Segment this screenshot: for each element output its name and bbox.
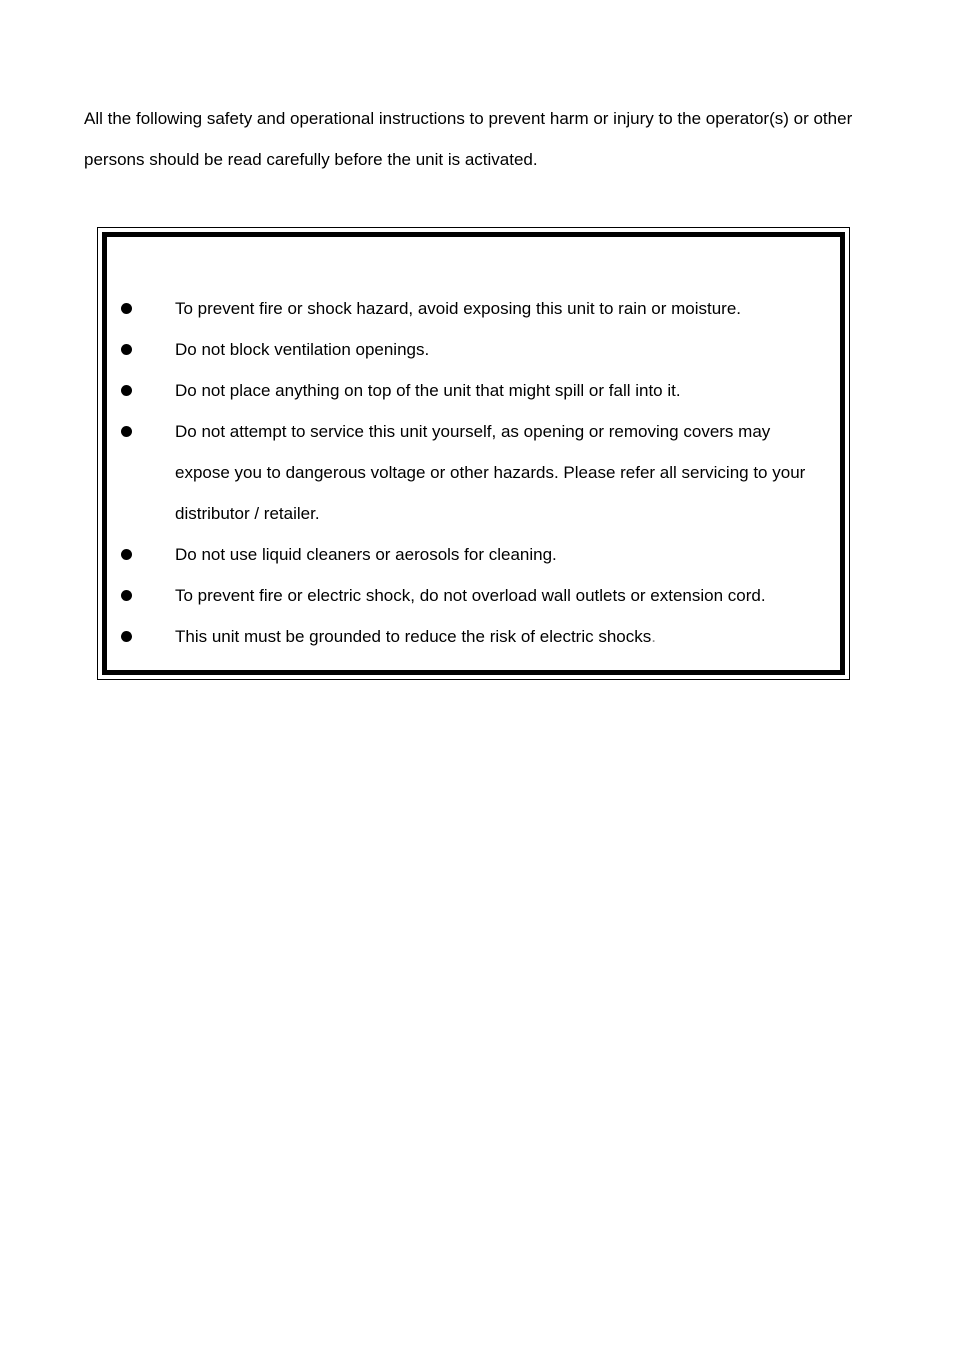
safety-item-text: This unit must be grounded to reduce the risk of electric shocks [175, 627, 652, 646]
bullet-icon [121, 385, 132, 396]
safety-item-text: To prevent fire or shock hazard, avoid exposing this unit to rain or moisture. [175, 299, 742, 318]
safety-item [107, 534, 840, 575]
bullet-icon [121, 590, 132, 601]
safety-item [107, 411, 840, 534]
safety-item-text: Do not use liquid cleaners or aerosols for cleaning. [175, 545, 557, 564]
safety-item-text: To prevent fire or electric shock, do not overload wall outlets or extension cord. [175, 586, 766, 605]
safety-item-text: Do not block ventilation openings. [175, 340, 430, 359]
safety-item [107, 370, 840, 411]
safety-item [107, 329, 840, 370]
trailing-period: . [651, 627, 656, 646]
safety-instruction-list [107, 288, 840, 657]
bullet-icon [121, 344, 132, 355]
bullet-icon [121, 426, 132, 437]
bullet-icon [121, 303, 132, 314]
safety-item-text: Do not place anything on top of the unit that might spill or fall into it. [175, 381, 681, 400]
bullet-icon [121, 549, 132, 560]
safety-warning-inner-frame [102, 232, 845, 675]
safety-item [107, 575, 840, 616]
safety-item [107, 616, 840, 657]
safety-item [107, 288, 840, 329]
safety-warning-box [97, 227, 850, 680]
safety-item-text: Do not attempt to service this unit yourself, as opening or removing covers may expose you to dangerous voltage or other hazards. Please refer all servicing to your distributor / retailer. [175, 422, 806, 523]
intro-paragraph: All the following safety and operational instructions to prevent harm or injury to the operator(s) or other persons should be read carefully before the unit is activated. [84, 109, 853, 169]
bullet-icon [121, 631, 132, 642]
